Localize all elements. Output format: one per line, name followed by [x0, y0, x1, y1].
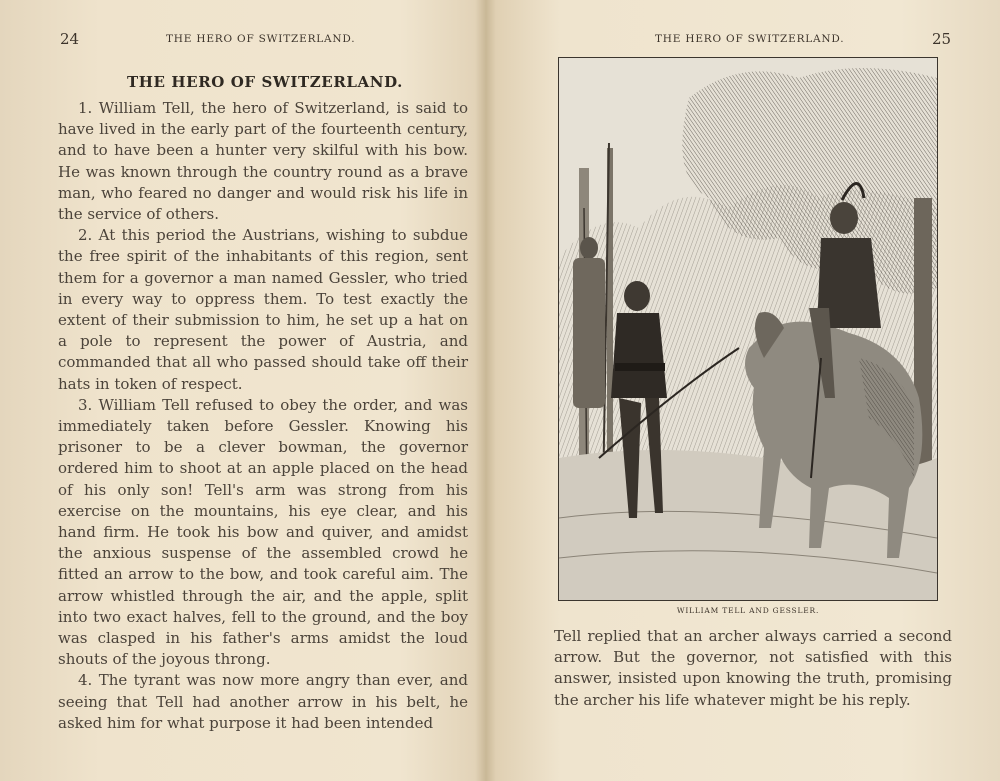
body-text — [554, 626, 952, 711]
illustration-caption: WILLIAM TELL AND GESSLER. — [676, 606, 820, 615]
paragraph-4: 4. The tyrant was now more angry than ever, and seeing that Tell had another arrow in his belt, he asked him for what purpose it had been intended — [58, 671, 468, 732]
page-number: 24 — [60, 30, 80, 48]
engraving-image — [559, 58, 937, 600]
left-page — [0, 0, 485, 781]
running-head: THE HERO OF SWITZERLAND. — [655, 33, 845, 45]
chapter-title: THE HERO OF SWITZERLAND. — [127, 73, 403, 91]
paragraph-2: 2. At this period the Austrians, wishing to subdue the free spirit of the inhabitants of this region, sent them for a governor a man named Gessler, who tried in every way to oppress them. To test exactly the extent of their submission to him, he set up a hat on a pole to represent the power of Austria, and commanded that all who passed should take off their hats in token of respect. — [58, 226, 468, 393]
illustration — [558, 57, 938, 601]
paragraph-3: 3. William Tell refused to obey the order, and was immediately taken before Gessler. Knowing his prisoner to be a clever bowman, the governor ordered him to shoot at an apple placed on the head of his only son! Tell's arm was strong from his exercise on the mountains, his eye clear, and his hand firm. He took his bow and quiver, and amidst the anxious suspense of the assembled crowd he fitted an arrow to the bow, and took careful aim. The arrow whistled through the air, and the apple, split into two exact halves, fell to the ground, and the boy was clasped in his father's arms amidst the loud shouts of the joyous throng. — [58, 395, 468, 669]
body-text — [58, 98, 468, 734]
continuation-paragraph: Tell replied that an archer always carried a second arrow. But the governor, not satisfied with this answer, insisted upon knowing the truth, promising the archer his life whatever might be his reply. — [554, 627, 952, 709]
right-page — [490, 0, 1000, 781]
running-head: THE HERO OF SWITZERLAND. — [166, 33, 356, 45]
page-number: 25 — [932, 30, 952, 48]
paragraph-1: 1. William Tell, the hero of Switzerland, is said to have lived in the early part of the fourteenth century, and to have been a hunter very skilful with his bow. He was known through the country round as a brave man, who feared no danger and would risk his life in the service of others. — [58, 99, 468, 224]
